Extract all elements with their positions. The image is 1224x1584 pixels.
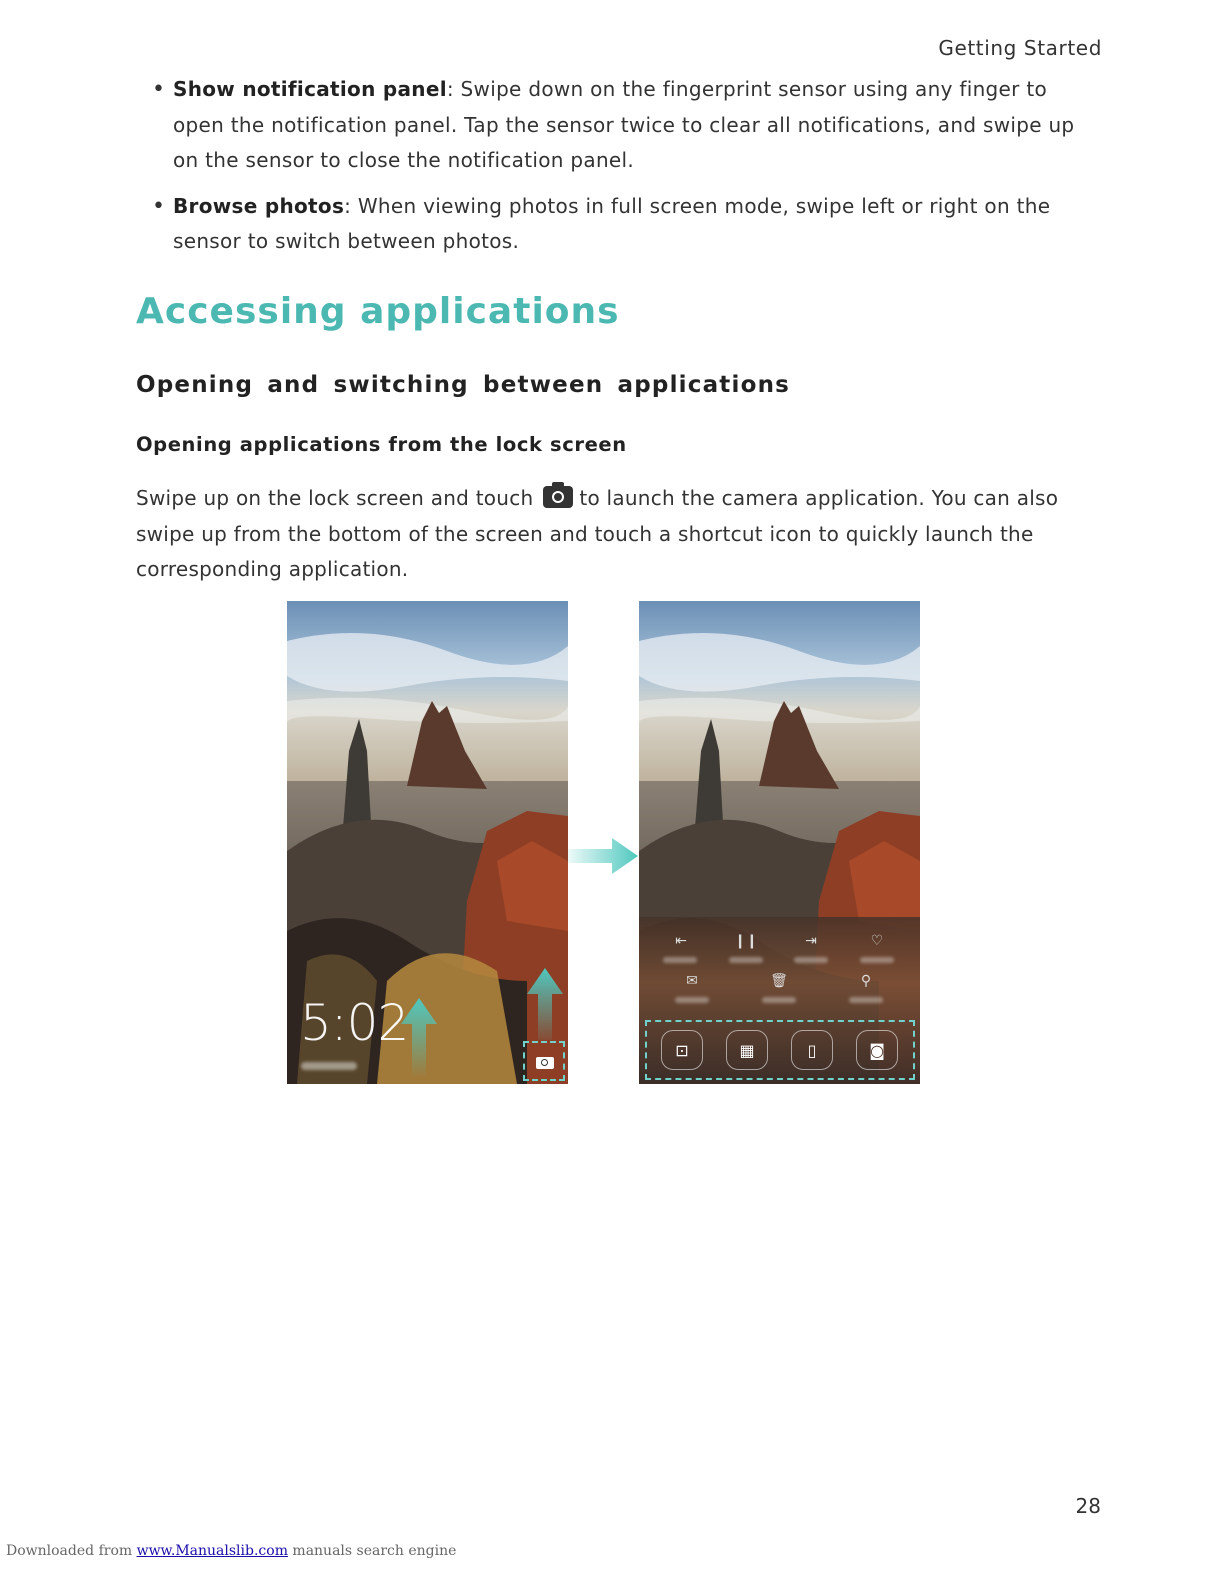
bullet-dot-icon: •	[152, 193, 166, 219]
bullet-dot-icon: •	[152, 77, 166, 102]
bullet-text: : Swipe down on the fingerprint sensor using any finger to open the notification panel. Tap the sensor twice to clear all notifications, and swipe up on the sensor to close the notification panel.	[173, 77, 1075, 172]
calculator-icon[interactable]: ▦	[726, 1030, 768, 1070]
control-label-blurred	[849, 997, 883, 1003]
bullet-notification-panel	[152, 72, 1092, 179]
control-label-blurred	[794, 957, 828, 963]
magazine-icon[interactable]: ✉	[686, 973, 698, 989]
camera-shortcut-highlight	[523, 1041, 565, 1081]
paragraph-text-after: to launch the camera application. You can also swipe up from the bottom of the screen and touch a shortcut icon to quickly launch the corresponding application.	[136, 486, 1059, 581]
delete-icon[interactable]: 🗑	[770, 973, 788, 989]
manualslib-link[interactable]: www.Manualslib.com	[136, 1543, 288, 1559]
control-label-blurred	[663, 957, 697, 963]
lock-screen-date-blurred	[301, 1062, 357, 1070]
shortcut-panel-screenshot	[639, 601, 920, 1084]
bullet-browse-photos	[152, 189, 1092, 260]
arrow-up-icon	[525, 968, 565, 1040]
control-label-blurred	[762, 997, 796, 1003]
next-track-icon[interactable]: ⇥	[805, 933, 817, 949]
control-label-blurred	[729, 957, 763, 963]
arrow-right-icon	[568, 836, 638, 876]
footer-suffix: manuals search engine	[287, 1543, 457, 1559]
control-label-blurred	[860, 957, 894, 963]
lock-screen-time: 5:02	[300, 994, 409, 1052]
arrow-up-icon	[399, 998, 439, 1078]
control-label-blurred	[675, 997, 709, 1003]
heading-accessing-applications: Accessing applications	[136, 291, 620, 332]
paragraph-text-before: Swipe up on the lock screen and touch	[136, 486, 534, 510]
camera-icon	[543, 486, 573, 508]
instruction-paragraph	[136, 481, 1096, 588]
camera-icon	[536, 1057, 554, 1069]
flashlight-icon[interactable]: ▯	[791, 1030, 833, 1070]
page-number: 28	[1075, 1494, 1101, 1518]
bullet-text: : When viewing photos in full screen mode, swipe left or right on the sensor to switch between photos.	[173, 193, 1051, 253]
heading-lock-screen: Opening applications from the lock screen	[136, 433, 627, 456]
shortcut-icons-highlight	[645, 1020, 915, 1080]
recorder-icon[interactable]: ⊡	[661, 1030, 703, 1070]
bullet-list	[152, 72, 1092, 270]
heading-opening-switching: Opening and switching between applications	[136, 372, 791, 398]
camera-icon[interactable]: ◙	[856, 1030, 898, 1070]
footer	[6, 1543, 456, 1559]
footer-prefix: Downloaded from	[6, 1543, 137, 1559]
section-title: Getting Started	[938, 36, 1102, 60]
pause-icon[interactable]: ❙❙	[734, 933, 758, 949]
bullet-title: Show notification panel	[173, 77, 447, 101]
previous-track-icon[interactable]: ⇤	[675, 933, 687, 949]
favorite-icon[interactable]: ♡	[870, 933, 884, 949]
share-icon[interactable]: ⚲	[860, 973, 872, 989]
bullet-title: Browse photos	[173, 193, 345, 218]
lock-screen-screenshot	[287, 601, 568, 1084]
